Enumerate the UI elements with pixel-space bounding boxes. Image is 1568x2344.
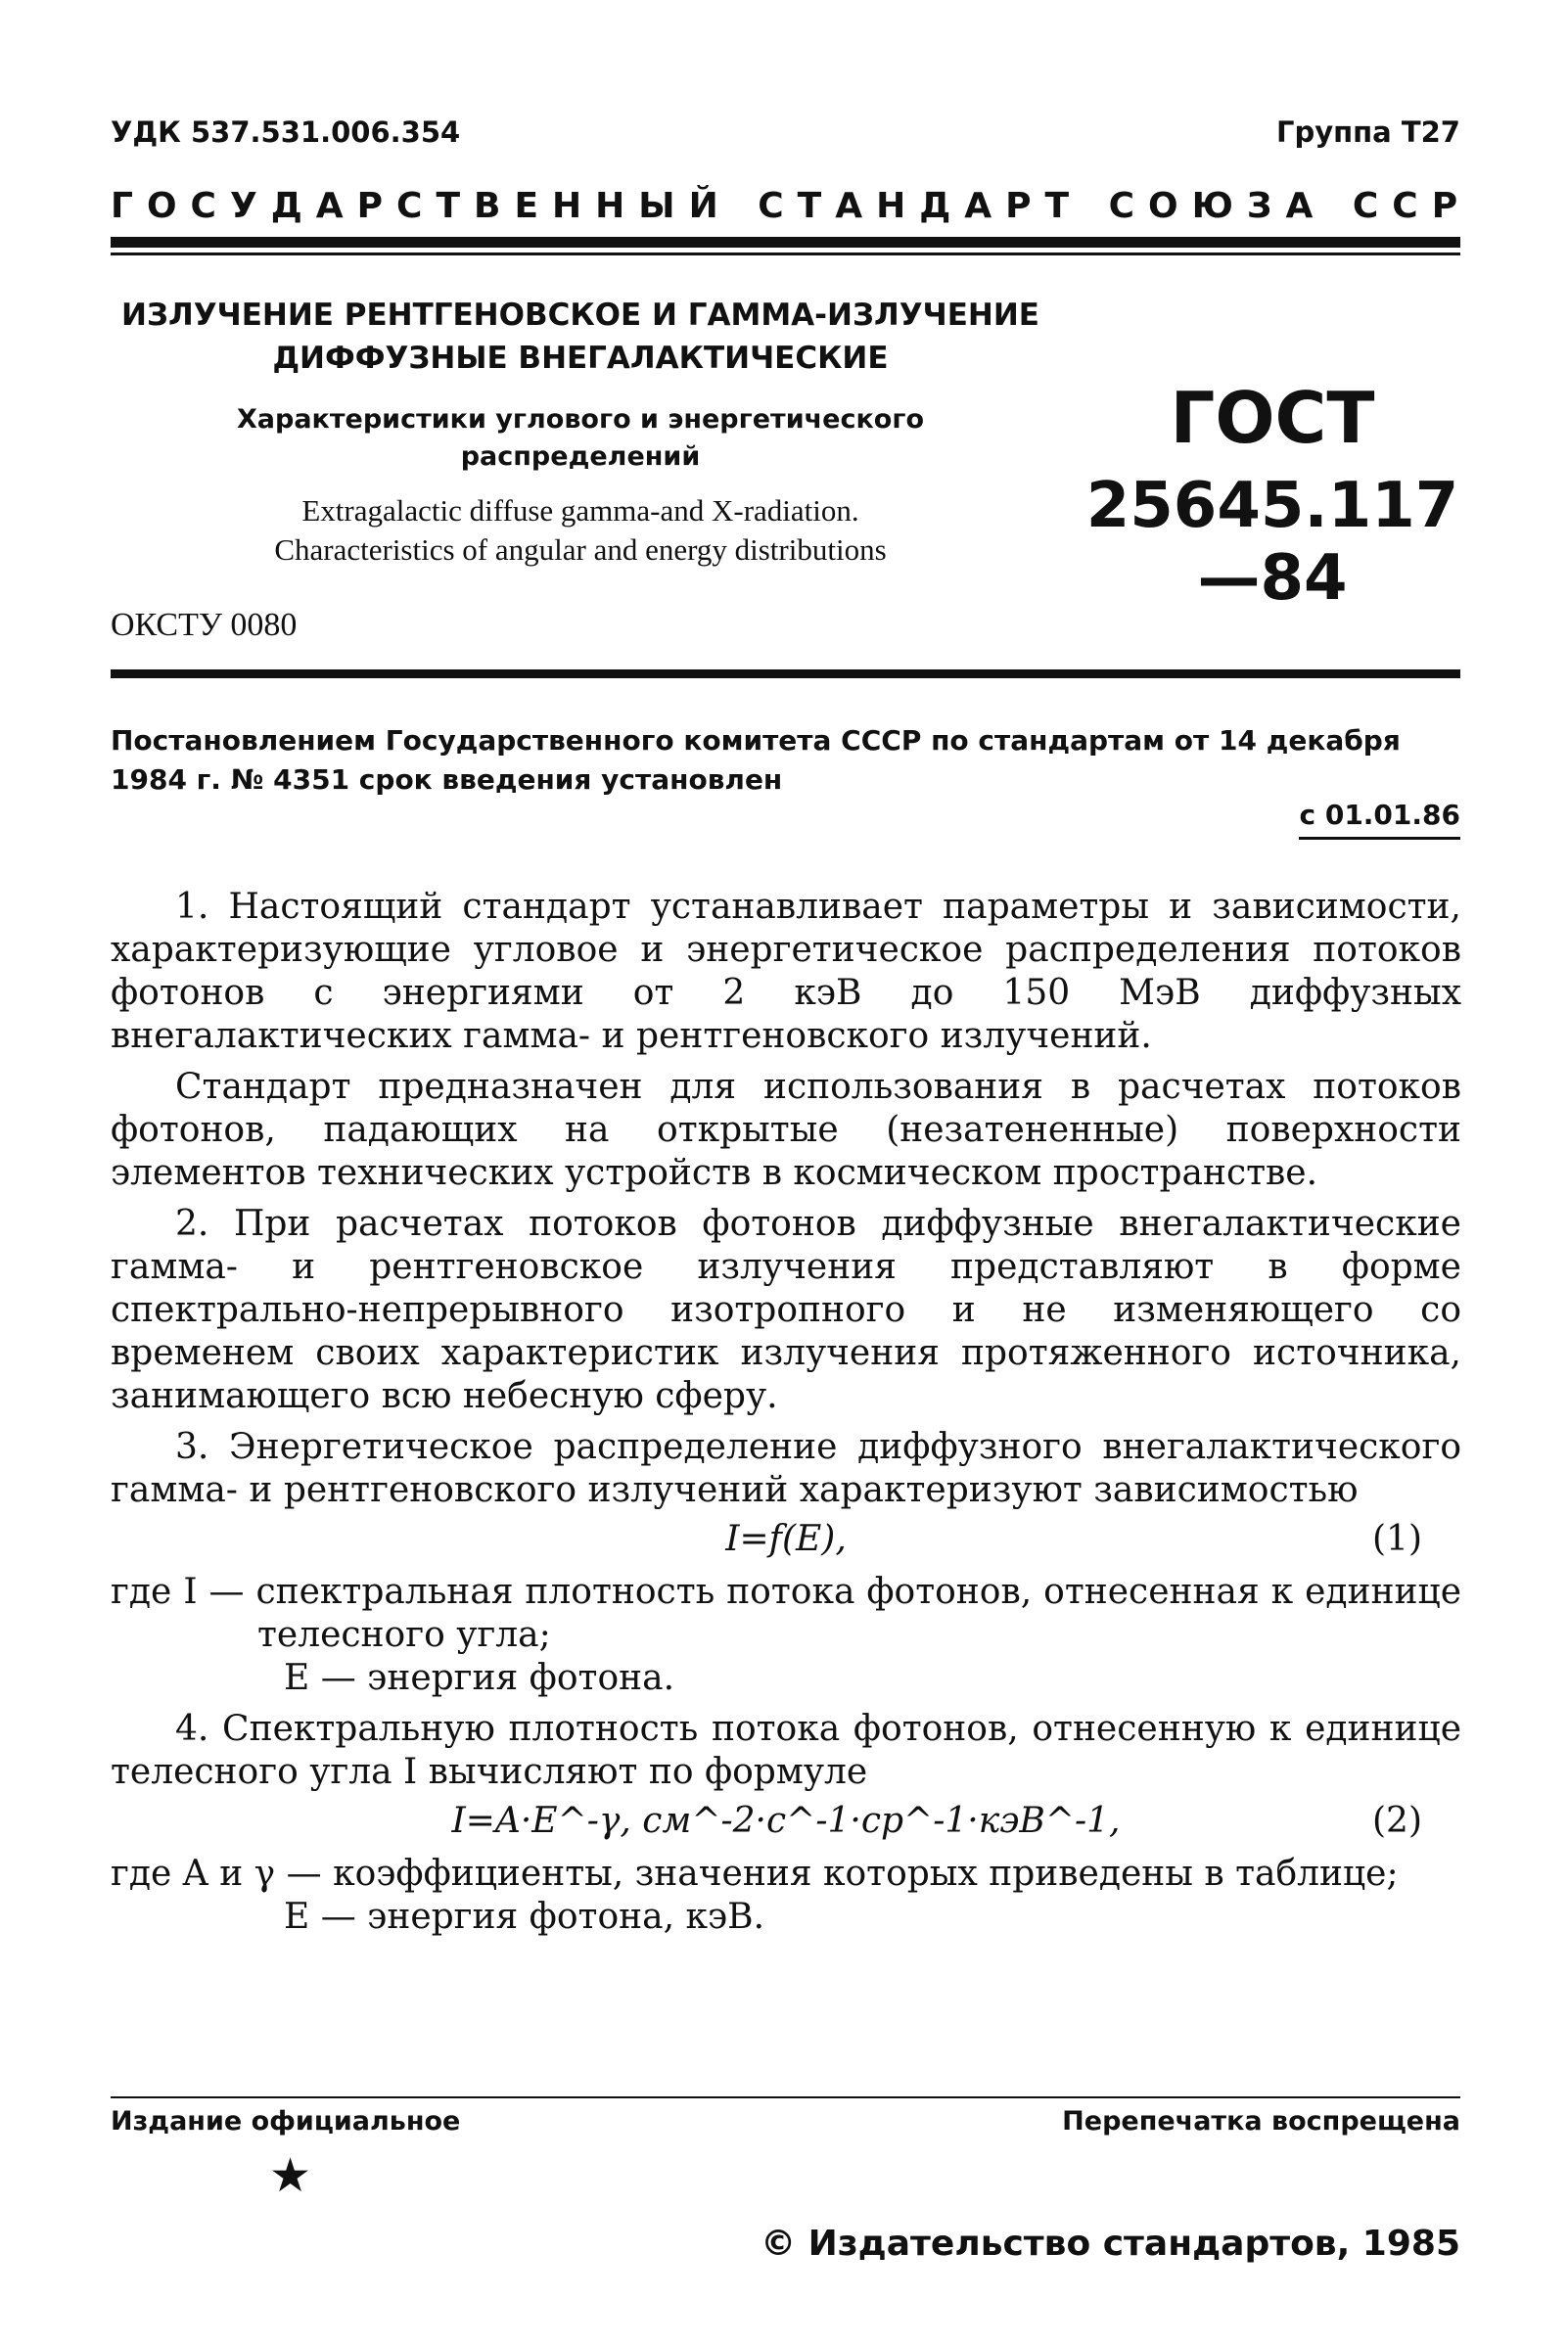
group-code: Группа Т27 [1275, 115, 1460, 149]
document-title-block [111, 294, 1050, 570]
gost-label: ГОСТ [1170, 377, 1375, 459]
paragraph-4: 3. Энергетическое распределение диффузного внегалактического гамма- и рентгеновского излучений характеризуют зависимостью [111, 1427, 1461, 1510]
formula-1 [111, 1518, 1461, 1565]
star-icon: ★ [269, 2148, 312, 2203]
where-block-1 [111, 1571, 1461, 1700]
okstu-code: ОКСТУ 0080 [111, 607, 298, 643]
paragraph-3: 2. При расчетах потоков фотонов диффузные внегалактические гамма- и рентгеновское излучения представляют в форме спектрально-непрерывного изотропного и не изменяющего со временем своих характеристик излучения протяженного источника, занимающего всю небесную сферу. [111, 1204, 1461, 1416]
formula-1-number: (1) [1372, 1519, 1422, 1559]
english-title-line-1: Extragalactic diffuse gamma-and X-radiation. [301, 493, 859, 528]
publisher-copyright: © Издательство стандартов, 1985 [761, 2224, 1460, 2264]
title-line-2: ДИФФУЗНЫЕ ВНЕГАЛАКТИЧЕСКИЕ [272, 341, 889, 376]
subtitle-line-1: Характеристики углового и энергетического [236, 404, 925, 435]
english-title-line-2: Characteristics of angular and energy distributions [274, 532, 887, 567]
paragraph-1: 1. Настоящий стандарт устанавливает параметры и зависимости, характеризующие угловое и энергетическое распределения потоков фотонов с энергиями от 2 кэВ до 150 МэВ диффузных внегалактических гамма- и рентгеновского излучений. [111, 887, 1461, 1056]
footer-rule [111, 2096, 1460, 2098]
formula-1-expression: I=f(E), [725, 1519, 847, 1559]
formula-2-number: (2) [1372, 1801, 1422, 1841]
section-rule [111, 669, 1460, 678]
where-block-2 [111, 1853, 1461, 1939]
state-standard-title: ГОСУДАРСТВЕННЫЙ СТАНДАРТ СОЮЗА ССР [111, 186, 1472, 226]
body-text [111, 886, 1461, 1939]
official-edition: Издание официальное [111, 2106, 461, 2137]
reprint-prohibited: Перепечатка воспрещена [1062, 2106, 1460, 2137]
where-2-e: E — энергия фотона, кэВ. [284, 1897, 765, 1937]
where-1-e: E — энергия фотона. [284, 1658, 675, 1698]
where-1-label: где [111, 1572, 172, 1612]
title-line-1: ИЗЛУЧЕНИЕ РЕНТГЕНОВСКОЕ И ГАММА-ИЗЛУЧЕНИЕ [121, 298, 1039, 333]
subtitle-line-2: распределений [460, 441, 701, 472]
effective-date: с 01.01.86 [1299, 799, 1460, 840]
where-1-i: где I — спектральная плотность потока фотонов, отнесенная к единице телесного угла; [111, 1572, 1461, 1655]
where-2-a: где A и γ — коэффициенты, значения которых приведены в таблице; [111, 1854, 1399, 1894]
paragraph-5: 4. Спектральную плотность потока фотонов, отнесенную к единице телесного угла I вычисляют по формуле [111, 1709, 1461, 1792]
formula-2 [111, 1800, 1461, 1847]
decree-text: Постановлением Государственного комитета СССР по стандартам от 14 декабря 1984 г. № 4351 срок введения установлен [111, 724, 1401, 796]
header-rule [111, 237, 1460, 248]
paragraph-2: Стандарт предназначен для использования в расчетах потоков фотонов, падающих на открытые (незатененные) поверхности элементов технических устройств в космическом пространстве. [111, 1067, 1461, 1193]
where-2-label: где [111, 1854, 172, 1894]
formula-2-expression: I=A·E^-γ, см^-2·с^-1·ср^-1·кэВ^-1, [451, 1801, 1121, 1841]
udk-code: УДК 537.531.006.354 [111, 115, 461, 149]
gost-number: 25645.117—84 [1085, 470, 1459, 615]
header-rule-thin [111, 253, 1460, 255]
